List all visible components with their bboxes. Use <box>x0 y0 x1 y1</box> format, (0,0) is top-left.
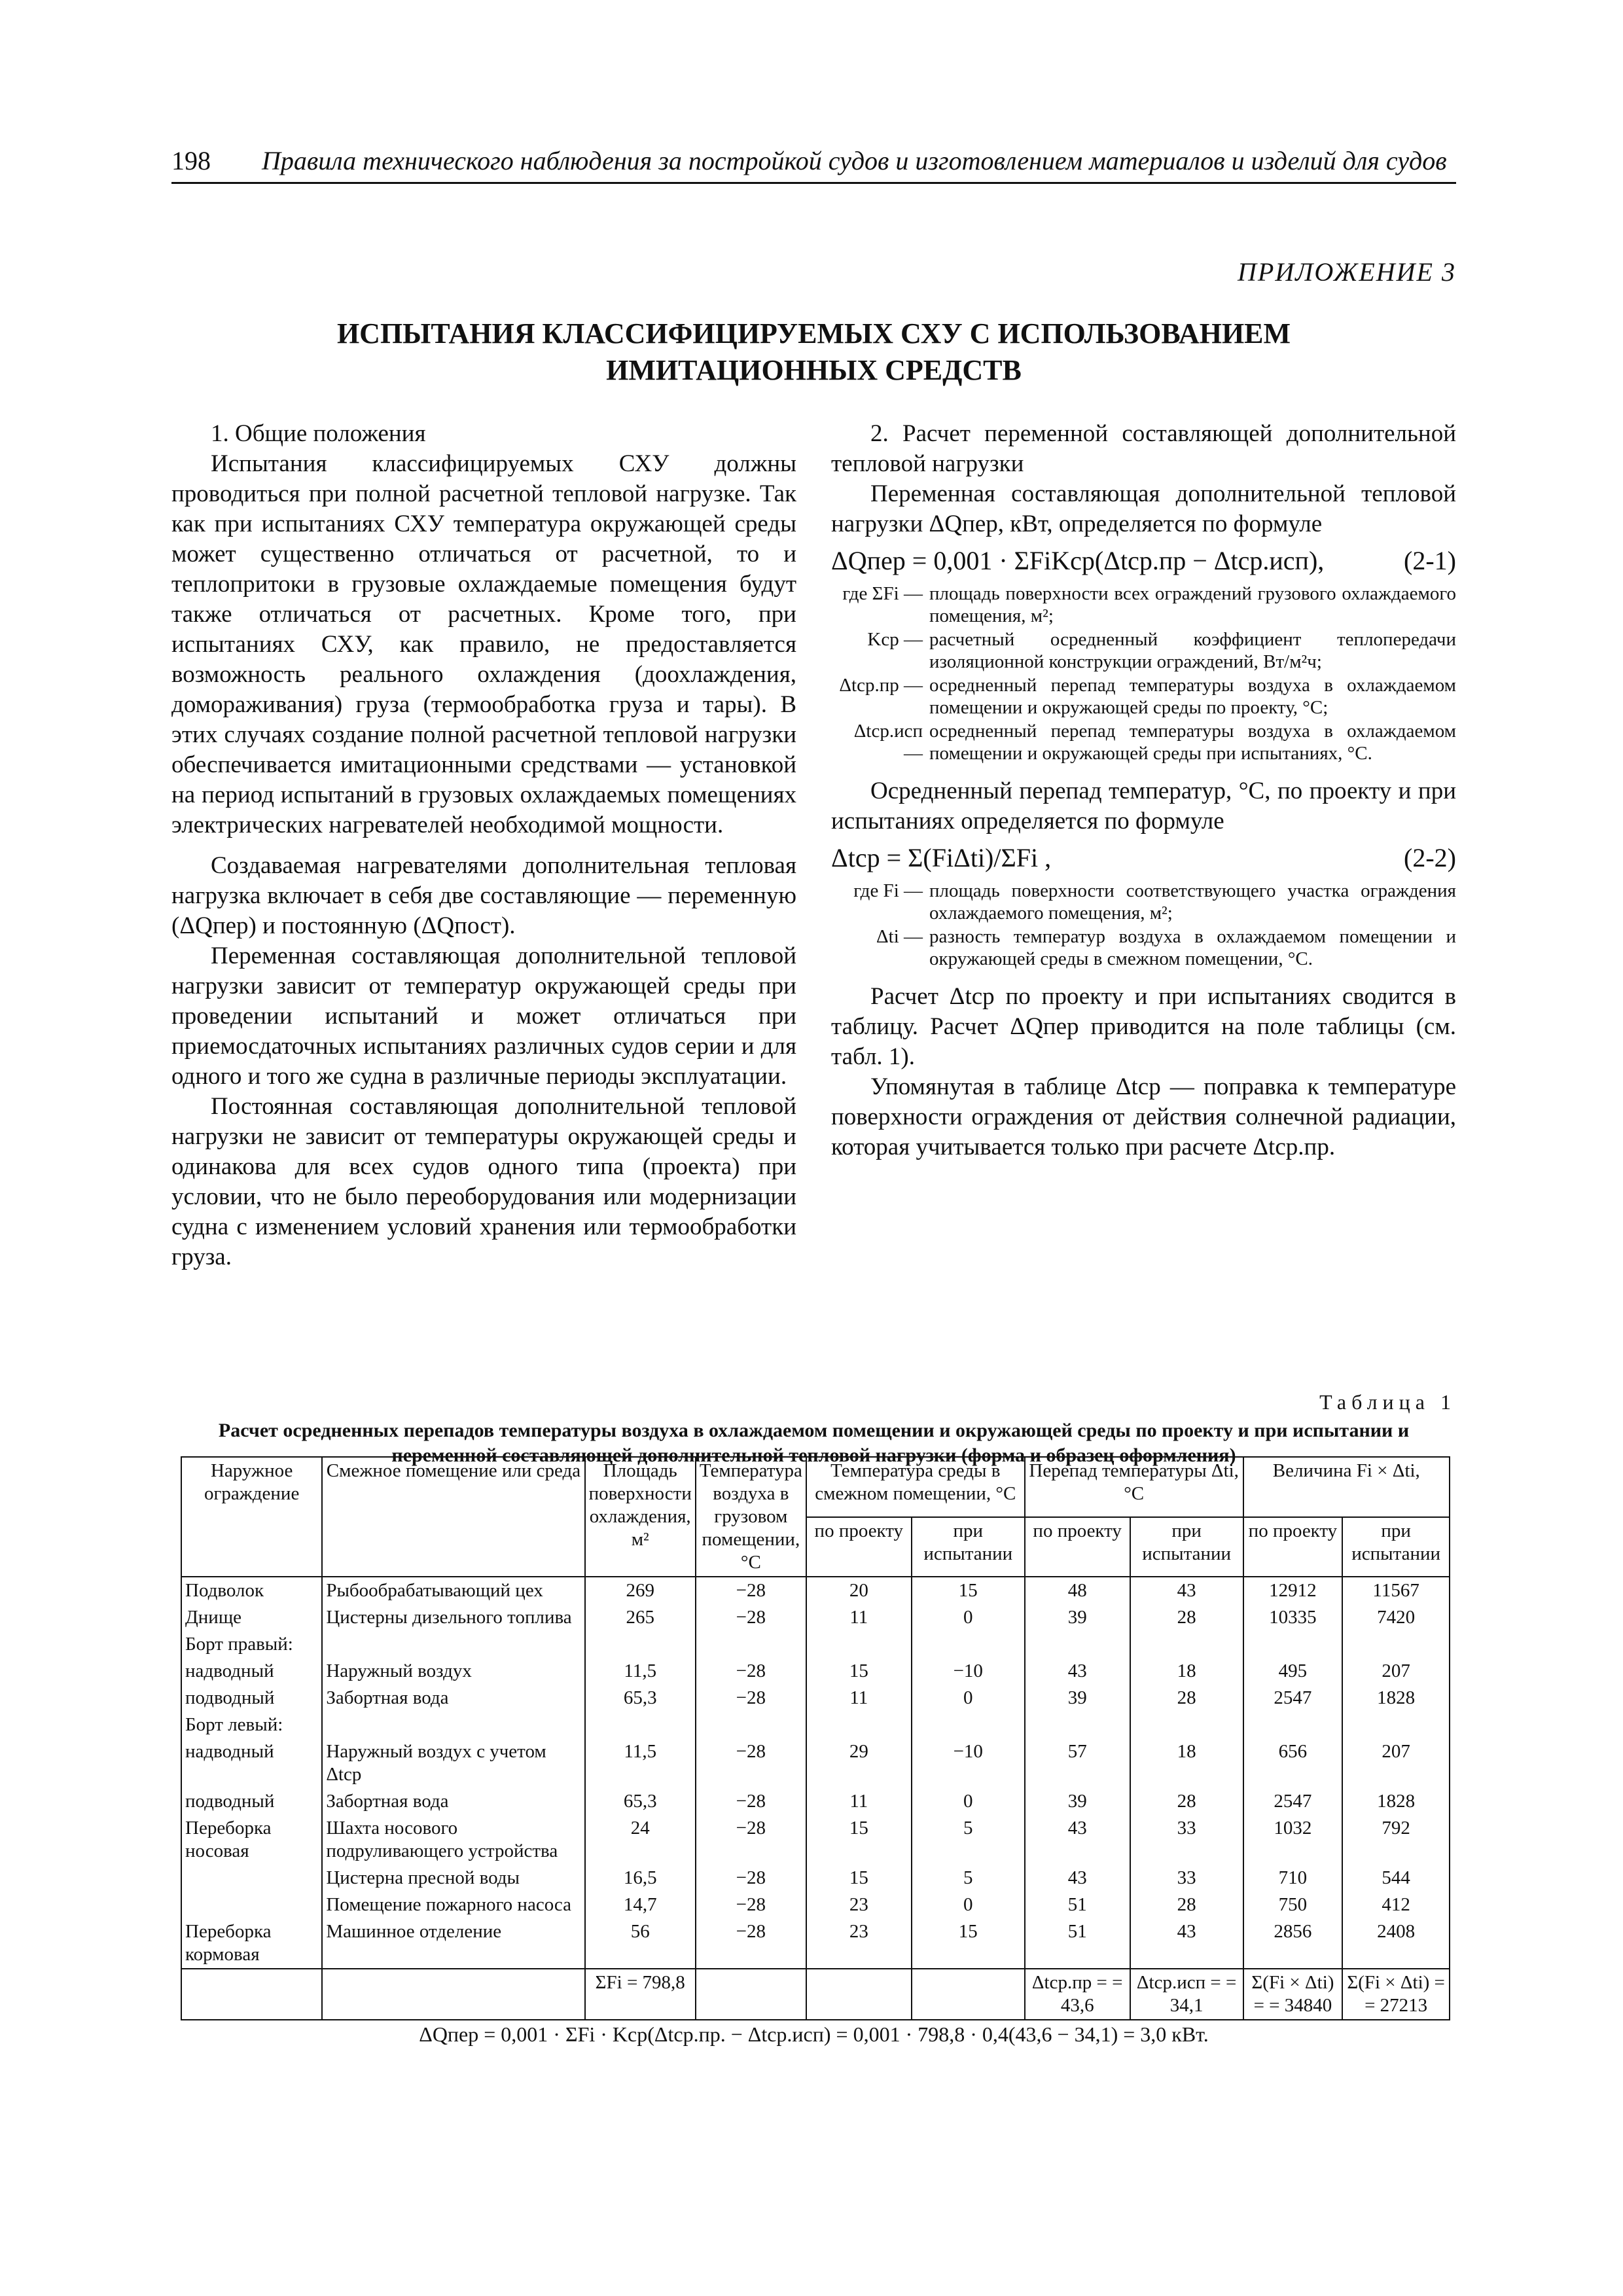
table-cell: −28 <box>696 1577 806 1604</box>
table-cell: 23 <box>806 1892 912 1918</box>
table-cell: Наружный воздух с учетом Δtср <box>322 1738 584 1788</box>
header-cell: при испытании <box>1130 1517 1243 1577</box>
paragraph: Упомянутая в таблице Δtср — поправка к температуре поверхности ограждения от действия солнечной радиации, которая учитывается только при расчете Δtср.пр. <box>831 1073 1456 1160</box>
table-cell: 2408 <box>1342 1918 1450 1969</box>
table-cell: надводный <box>181 1738 322 1788</box>
formula-text: ΔQпер = 0,001 · ΣFiKср(Δtср.пр − Δtср.исп), <box>831 546 1325 575</box>
table-cell: 39 <box>1025 1788 1130 1815</box>
table-cell: 18 <box>1130 1738 1243 1788</box>
table-cell <box>1025 1712 1130 1738</box>
definition-symbol: где ΣFi — <box>842 583 923 604</box>
table-cell: 11,5 <box>585 1738 696 1788</box>
table-cell <box>1025 1631 1130 1658</box>
table-cell <box>181 1892 322 1918</box>
table-cell: 12912 <box>1243 1577 1343 1604</box>
paragraph: Создаваемая нагревателями дополнительная тепловая нагрузка включает в себя две составляющие — переменную (ΔQпер) и постоянную (ΔQпост). <box>171 852 796 939</box>
definition-symbol: Kср — <box>867 629 923 650</box>
table-cell: 544 <box>1342 1865 1450 1892</box>
table-row <box>181 1604 1450 1631</box>
document-title <box>171 315 1456 389</box>
header-rule <box>171 182 1456 184</box>
table-cell: −28 <box>696 1738 806 1788</box>
table-cell: 11 <box>806 1685 912 1712</box>
definition-item <box>831 628 1456 673</box>
definition-text: расчетный осредненный коэффициент теплопередачи изоляционной конструкции ограждений, Вт/м²ч; <box>929 629 1456 672</box>
table-cell: −28 <box>696 1815 806 1865</box>
paragraph: Осредненный перепад температур, °С, по проекту и при испытаниях определяется по формуле <box>831 778 1456 834</box>
definition-text: осредненный перепад температуры воздуха в охлаждаемом помещении и окружающей среды по проекту, °С; <box>929 675 1456 718</box>
header-cell: Смежное помещение или среда <box>322 1457 584 1577</box>
title-line-2: ИМИТАЦИОННЫХ СРЕДСТВ <box>606 354 1022 386</box>
header-cell: Перепад температуры Δti, °С <box>1025 1457 1243 1517</box>
table-cell: 11567 <box>1342 1577 1450 1604</box>
table-cell: Цистерна пресной воды <box>322 1865 584 1892</box>
table-cell: 0 <box>912 1892 1025 1918</box>
header-cell: при испытании <box>1342 1517 1450 1577</box>
totals-cell: Δtср.пр = = 43,6 <box>1025 1969 1130 2020</box>
definition-text: осредненный перепад температуры воздуха в охлаждаемом помещении и окружающей среды при испытаниях, °С. <box>929 721 1456 764</box>
table-cell <box>1342 1712 1450 1738</box>
definition-item <box>831 925 1456 970</box>
table-cell: 710 <box>1243 1865 1343 1892</box>
table-cell: 43 <box>1025 1865 1130 1892</box>
table-row <box>181 1865 1450 1892</box>
totals-cell <box>806 1969 912 2020</box>
table-cell: −10 <box>912 1738 1025 1788</box>
formula-2-2 <box>831 843 1456 873</box>
definition-text: площадь поверхности соответствующего участка ограждения охлаждаемого помещения, м²; <box>929 880 1456 924</box>
table-cell: 39 <box>1025 1685 1130 1712</box>
table-cell <box>806 1631 912 1658</box>
definition-text: площадь поверхности всех ограждений грузового охлаждаемого помещения, м²; <box>929 583 1456 626</box>
totals-cell <box>696 1969 806 2020</box>
table-cell <box>1243 1631 1343 1658</box>
table-cell: −28 <box>696 1658 806 1685</box>
totals-cell: Σ(Fi × Δti) = = 34840 <box>1243 1969 1343 2020</box>
table-row <box>181 1918 1450 1969</box>
table-cell: Помещение пожарного насоса <box>322 1892 584 1918</box>
definition-text: разность температур воздуха в охлаждаемом помещении и окружающей среды в смежном помещении, °С. <box>929 926 1456 969</box>
header-cell: по проекту <box>1025 1517 1130 1577</box>
table-cell: 65,3 <box>585 1788 696 1815</box>
section-1-heading: 1. Общие положения <box>211 420 426 447</box>
table-cell: 15 <box>806 1815 912 1865</box>
table-cell <box>696 1712 806 1738</box>
table-cell: 11 <box>806 1604 912 1631</box>
header-cell: Площадь поверхности охлаждения, м² <box>585 1457 696 1577</box>
table-cell: 43 <box>1025 1658 1130 1685</box>
formula-number: (2-2) <box>1404 843 1456 872</box>
table-cell <box>1130 1712 1243 1738</box>
header-cell: Наружное ограждение <box>181 1457 322 1577</box>
table-cell: Забортная вода <box>322 1788 584 1815</box>
table-cell: 28 <box>1130 1685 1243 1712</box>
formula-text: Δtср = Σ(FiΔti)/ΣFi , <box>831 843 1052 872</box>
table-cell: 16,5 <box>585 1865 696 1892</box>
definition-item <box>831 674 1456 719</box>
table-cell <box>1130 1631 1243 1658</box>
table-row <box>181 1658 1450 1685</box>
appendix-label: ПРИЛОЖЕНИЕ 3 <box>1238 257 1456 287</box>
table-row <box>181 1685 1450 1712</box>
table-cell <box>181 1865 322 1892</box>
paragraph: Постоянная составляющая дополнительной тепловой нагрузки не зависит от температуры окружающей среды и одинакова для всех судов одного типа (проекта) при условии, что не было переоборудования или модернизации судна с изменением условий хранения или термообработки груза. <box>171 1093 796 1270</box>
table-cell: 792 <box>1342 1815 1450 1865</box>
table-cell: 43 <box>1130 1577 1243 1604</box>
table-cell: 1828 <box>1342 1788 1450 1815</box>
table-cell: 28 <box>1130 1892 1243 1918</box>
table-cell <box>912 1631 1025 1658</box>
table-cell: 2856 <box>1243 1918 1343 1969</box>
table-cell: 1032 <box>1243 1815 1343 1865</box>
table-cell: 57 <box>1025 1738 1130 1788</box>
table-row <box>181 1815 1450 1865</box>
table-cell: 269 <box>585 1577 696 1604</box>
table-cell: 43 <box>1025 1815 1130 1865</box>
table-row <box>181 1788 1450 1815</box>
table-cell: Переборка кормовая <box>181 1918 322 1969</box>
title-line-1: ИСПЫТАНИЯ КЛАССИФИЦИРУЕМЫХ СХУ С ИСПОЛЬЗОВАНИЕМ <box>336 317 1291 350</box>
table-cell: Забортная вода <box>322 1685 584 1712</box>
table-cell: подводный <box>181 1685 322 1712</box>
table-row <box>181 1738 1450 1788</box>
table-cell: −28 <box>696 1604 806 1631</box>
table-cell: Борт левый: <box>181 1712 322 1738</box>
table-cell: подводный <box>181 1788 322 1815</box>
table-cell: 11,5 <box>585 1658 696 1685</box>
table-cell: 7420 <box>1342 1604 1450 1631</box>
table-label: Таблица 1 <box>1319 1390 1456 1414</box>
left-column <box>171 419 796 1272</box>
table-cell: 33 <box>1130 1815 1243 1865</box>
table-row <box>181 1577 1450 1604</box>
table-cell: 65,3 <box>585 1685 696 1712</box>
table-cell: 2547 <box>1243 1788 1343 1815</box>
table-cell: −28 <box>696 1918 806 1969</box>
table-cell: 20 <box>806 1577 912 1604</box>
table-cell <box>322 1631 584 1658</box>
table-cell <box>1342 1631 1450 1658</box>
header-cell: при испытании <box>912 1517 1025 1577</box>
definitions-list <box>831 880 1456 970</box>
paragraph: Испытания классифицируемых СХУ должны проводиться при полной расчетной тепловой нагрузке. Так как при испытаниях СХУ температура окружающей среды может существенно отличаться от расчетной, то и теплопритоки в грузовые охлаждаемые помещения будут также отличаться от расчетных. Кроме того, при испытаниях СХУ, как правило, не предоставляется возможность реального охлаждения (доохлаждения, домораживания) груза (термообработка груза и тары). В этих случаях создание полной расчетной тепловой нагрузки обеспечивается имитационными средствами — установкой на период испытаний в грузовых охлаждаемых помещениях электрических нагревателей необходимой мощности. <box>171 450 796 838</box>
table-cell <box>912 1712 1025 1738</box>
table-cell: 51 <box>1025 1892 1130 1918</box>
table-cell: 207 <box>1342 1658 1450 1685</box>
table-cell: надводный <box>181 1658 322 1685</box>
table-cell: Днище <box>181 1604 322 1631</box>
definitions-list <box>831 583 1456 764</box>
table-cell: 5 <box>912 1865 1025 1892</box>
table-cell: Рыбообрабатывающий цех <box>322 1577 584 1604</box>
formula-number: (2-1) <box>1404 546 1456 575</box>
totals-row <box>181 1969 1450 2020</box>
table-cell: −28 <box>696 1685 806 1712</box>
table-cell: Цистерны дизельного топлива <box>322 1604 584 1631</box>
table-cell: 10335 <box>1243 1604 1343 1631</box>
table-cell: 1828 <box>1342 1685 1450 1712</box>
definition-symbol: где Fi — <box>853 880 923 901</box>
table-row <box>181 1892 1450 1918</box>
header-cell: по проекту <box>806 1517 912 1577</box>
table-cell: 28 <box>1130 1788 1243 1815</box>
table-cell: 2547 <box>1243 1685 1343 1712</box>
table-cell: 56 <box>585 1918 696 1969</box>
table-cell <box>322 1712 584 1738</box>
table-cell: 15 <box>912 1577 1025 1604</box>
table-cell <box>1243 1712 1343 1738</box>
table-cell: 656 <box>1243 1738 1343 1788</box>
paragraph: Расчет Δtср по проекту и при испытаниях сводится в таблицу. Расчет ΔQпер приводится на поле таблицы (см. табл. 1). <box>831 983 1456 1070</box>
table-row <box>181 1631 1450 1658</box>
page-number: 198 <box>171 146 211 175</box>
table-cell: 28 <box>1130 1604 1243 1631</box>
table-cell: 265 <box>585 1604 696 1631</box>
final-formula: ΔQпер = 0,001 · ΣFi · Kср(Δtср.пр. − Δtср.исп) = 0,001 · 798,8 · 0,4(43,6 − 34,1) = 3,0 кВт. <box>419 2022 1209 2046</box>
table-cell <box>585 1712 696 1738</box>
table-cell: 24 <box>585 1815 696 1865</box>
table-cell: 43 <box>1130 1918 1243 1969</box>
table-row <box>181 1712 1450 1738</box>
table-cell: 0 <box>912 1788 1025 1815</box>
paragraph: Переменная составляющая дополнительной тепловой нагрузки ΔQпер, кВт, определяется по формуле <box>831 480 1456 537</box>
table-cell: 29 <box>806 1738 912 1788</box>
header-cell: Температура среды в смежном помещении, °С <box>806 1457 1025 1517</box>
table-cell: 18 <box>1130 1658 1243 1685</box>
table-cell: 23 <box>806 1918 912 1969</box>
definition-symbol: Δti — <box>876 926 923 947</box>
definition-symbol: Δtср.пр — <box>839 675 923 696</box>
totals-cell <box>181 1969 322 2020</box>
table-cell: 15 <box>806 1865 912 1892</box>
table-cell: 0 <box>912 1604 1025 1631</box>
table-cell: 495 <box>1243 1658 1343 1685</box>
table-cell: Машинное отделение <box>322 1918 584 1969</box>
table-cell: −28 <box>696 1892 806 1918</box>
table-cell: 51 <box>1025 1918 1130 1969</box>
formula-2-1 <box>831 546 1456 576</box>
header-cell: Температура воздуха в грузовом помещении, °С <box>696 1457 806 1577</box>
totals-cell <box>912 1969 1025 2020</box>
totals-cell: Σ(Fi × Δti) = = 27213 <box>1342 1969 1450 2020</box>
table-cell: Борт правый: <box>181 1631 322 1658</box>
totals-cell <box>322 1969 584 2020</box>
table-cell: −28 <box>696 1865 806 1892</box>
section-2-heading: 2. Расчет переменной составляющей дополнительной тепловой нагрузки <box>831 420 1456 477</box>
table-cell: 207 <box>1342 1738 1450 1788</box>
table-cell: 39 <box>1025 1604 1130 1631</box>
table-cell: −10 <box>912 1658 1025 1685</box>
table-cell: 15 <box>912 1918 1025 1969</box>
table-cell <box>806 1712 912 1738</box>
header-cell: по проекту <box>1243 1517 1343 1577</box>
header-cell: Величина Fi × Δti, <box>1243 1457 1450 1517</box>
table-cell: 14,7 <box>585 1892 696 1918</box>
definition-item <box>831 583 1456 627</box>
table-cell: 15 <box>806 1658 912 1685</box>
totals-cell: ΣFi = 798,8 <box>585 1969 696 2020</box>
table-cell: Переборка носовая <box>181 1815 322 1865</box>
table-cell: 5 <box>912 1815 1025 1865</box>
table-cell: −28 <box>696 1788 806 1815</box>
running-title: Правила технического наблюдения за постройкой судов и изготовлением материалов и изделий для судов <box>262 146 1447 175</box>
table-cell: Наружный воздух <box>322 1658 584 1685</box>
definition-symbol: Δtср.исп — <box>853 721 923 764</box>
table-cell: Шахта носового подруливающего устройства <box>322 1815 584 1865</box>
table-cell: 48 <box>1025 1577 1130 1604</box>
data-table <box>181 1456 1450 2020</box>
paragraph: Переменная составляющая дополнительной тепловой нагрузки зависит от температур окружающей среды при проведении испытаний и может отличаться при приемосдаточных испытаниях различных судов серии и для одного и того же судна в различные периоды эксплуатации. <box>171 942 796 1090</box>
table-cell: 33 <box>1130 1865 1243 1892</box>
definition-item <box>831 720 1456 764</box>
table-cell: Подволок <box>181 1577 322 1604</box>
table-cell: 750 <box>1243 1892 1343 1918</box>
table-cell: 11 <box>806 1788 912 1815</box>
totals-cell: Δtср.исп = = 34,1 <box>1130 1969 1243 2020</box>
table-cell: 412 <box>1342 1892 1450 1918</box>
table-cell: 0 <box>912 1685 1025 1712</box>
right-column <box>831 419 1456 1162</box>
definition-item <box>831 880 1456 924</box>
table-cell <box>585 1631 696 1658</box>
table-title: Расчет осредненных перепадов температуры воздуха в охлаждаемом помещении и окружающей среды по проекту и при испытании и переменной составляющей дополнительной тепловой нагрузки (форма и образец оформления) <box>218 1420 1410 1466</box>
table-cell <box>696 1631 806 1658</box>
